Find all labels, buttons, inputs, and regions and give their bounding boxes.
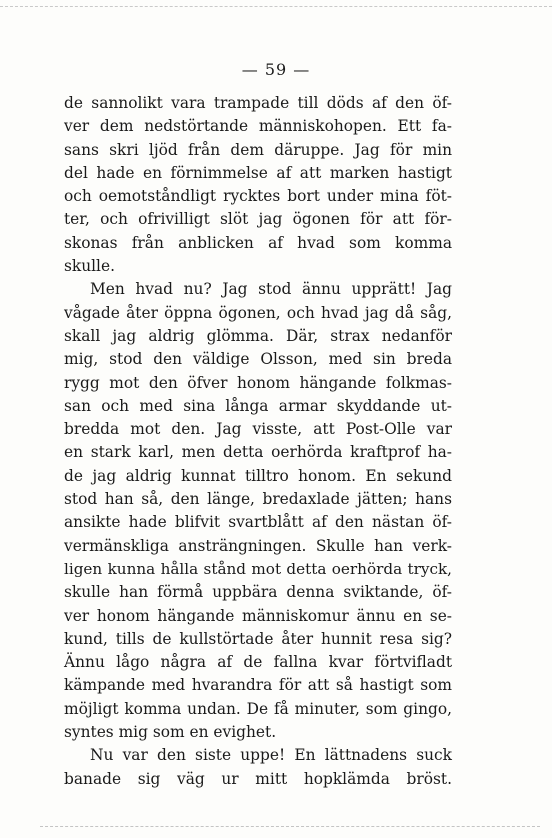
text-line: de jag aldrig kunnat tilltro honom. En sekund: [64, 466, 452, 485]
text-line: ansikte hade blifvit svartblått af den nästan öf-: [64, 513, 452, 532]
text-line: bredda mot den. Jag visste, att Post-Olle var: [64, 420, 452, 439]
top-edge-rule: [0, 6, 552, 7]
text-line: en stark karl, men detta oerhörda kraftprof ha-: [64, 443, 452, 462]
text-line: möjligt komma undan. De få minuter, som gingo,: [64, 699, 452, 718]
text-line: san och med sina långa armar skyddande ut-: [64, 396, 452, 415]
bottom-edge-rule: [40, 826, 540, 827]
text-line: kämpande med hvarandra för att så hastigt som: [64, 676, 452, 695]
text-line: syntes mig som en evighet.: [64, 723, 277, 742]
text-line: Nu var den siste uppe! En lättnadens suck: [90, 746, 452, 765]
text-line: skall jag aldrig glömma. Där, strax nedanför: [64, 326, 452, 345]
text-line: ligen kunna hålla stånd mot detta oerhörda tryck,: [64, 559, 452, 578]
text-line: vermänskliga ansträngningen. Skulle han verk-: [64, 536, 452, 555]
text-line: del hade en förnimmelse af att marken hastigt: [64, 163, 452, 182]
text-line: Ännu lågo några af de fallna kvar förtvifladt: [64, 653, 452, 672]
text-line: Men hvad nu? Jag stod ännu upprätt! Jag: [90, 280, 452, 299]
text-line: de sannolikt vara trampade till döds af den öf-: [64, 94, 452, 112]
text-line: skulle.: [64, 257, 115, 276]
text-line: skulle han förmå uppbära denna sviktande, öf-: [64, 583, 452, 602]
text-line: banade sig väg ur mitt hopklämda bröst.: [64, 769, 452, 788]
text-line: ver honom hängande människomur ännu en se-: [64, 606, 452, 625]
text-line: och oemotståndligt rycktes bort under mina föt-: [64, 187, 452, 206]
text-line: rygg mot den öfver honom hängande folkmas-: [64, 373, 452, 392]
text-line: kund, tills de kullstörtade åter hunnit resa sig?: [64, 629, 452, 648]
text-line: ter, och ofrivilligt slöt jag ögonen för att för-: [64, 210, 452, 229]
text-line: vågade åter öppna ögonen, och hvad jag då såg,: [64, 303, 452, 322]
text-line: sans skri ljöd från dem däruppe. Jag för min: [64, 140, 452, 159]
text-line: stod han så, den länge, bredaxlade jätten; hans: [64, 490, 452, 509]
body-text: [64, 92, 452, 791]
text-line: ver dem nedstörtande människohopen. Ett fa-: [64, 117, 452, 136]
page-number: — 59 —: [241, 60, 311, 79]
text-line: mig, stod den väldige Olsson, med sin breda: [64, 350, 452, 369]
text-line: skonas från anblicken af hvad som komma: [64, 233, 452, 252]
